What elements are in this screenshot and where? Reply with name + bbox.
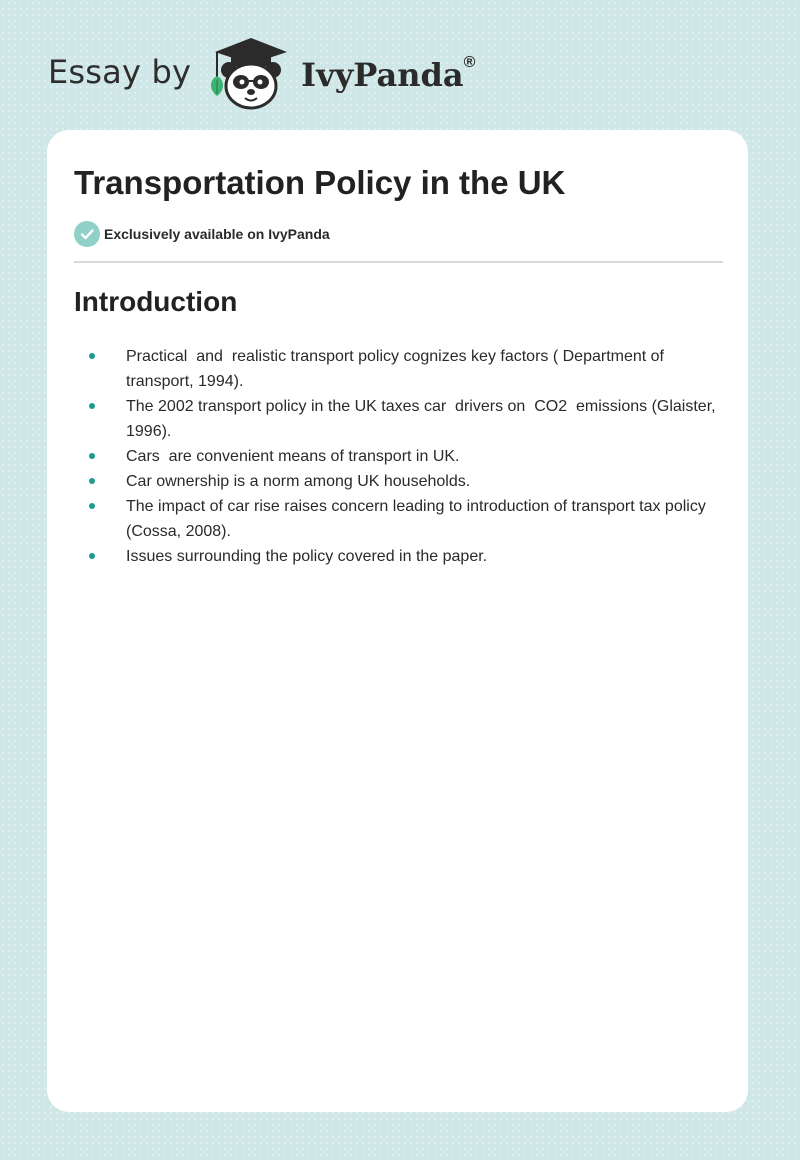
bullet-dot xyxy=(89,553,95,559)
title-divider xyxy=(74,261,723,263)
list-item: The impact of car rise raises concern leading to introduction of transport tax policy (Cossa, 2008). xyxy=(126,494,716,544)
bullet-dot xyxy=(89,403,95,409)
badge-label: Exclusively available on IvyPanda xyxy=(104,226,330,242)
section-heading: Introduction xyxy=(74,286,238,317)
list-item: Issues surrounding the policy covered in the paper. xyxy=(126,544,716,569)
bullet-list xyxy=(126,344,721,569)
panda-graduation-cap-icon xyxy=(205,34,297,114)
essay-by-label: Essay by xyxy=(48,53,192,91)
exclusive-badge xyxy=(74,221,330,247)
list-item: Practical and realistic transport policy cognizes key factors ( Department of transport, 1994). xyxy=(126,344,716,394)
list-item: Car ownership is a norm among UK households. xyxy=(126,469,716,494)
brand-name: IvyPanda® xyxy=(301,54,476,94)
list-item: Cars are convenient means of transport in UK. xyxy=(126,444,716,469)
site-header xyxy=(48,34,475,114)
check-circle-icon xyxy=(74,221,100,247)
bullet-dot xyxy=(89,353,95,359)
registered-mark: ® xyxy=(463,54,476,71)
page-title: Transportation Policy in the UK xyxy=(74,164,566,201)
list-item: The 2002 transport policy in the UK taxes car drivers on CO2 emissions (Glaister, 1996). xyxy=(126,394,716,444)
essay-card xyxy=(47,130,748,1112)
bullet-dot xyxy=(89,453,95,459)
bullet-dot xyxy=(89,478,95,484)
bullet-dot xyxy=(89,503,95,509)
